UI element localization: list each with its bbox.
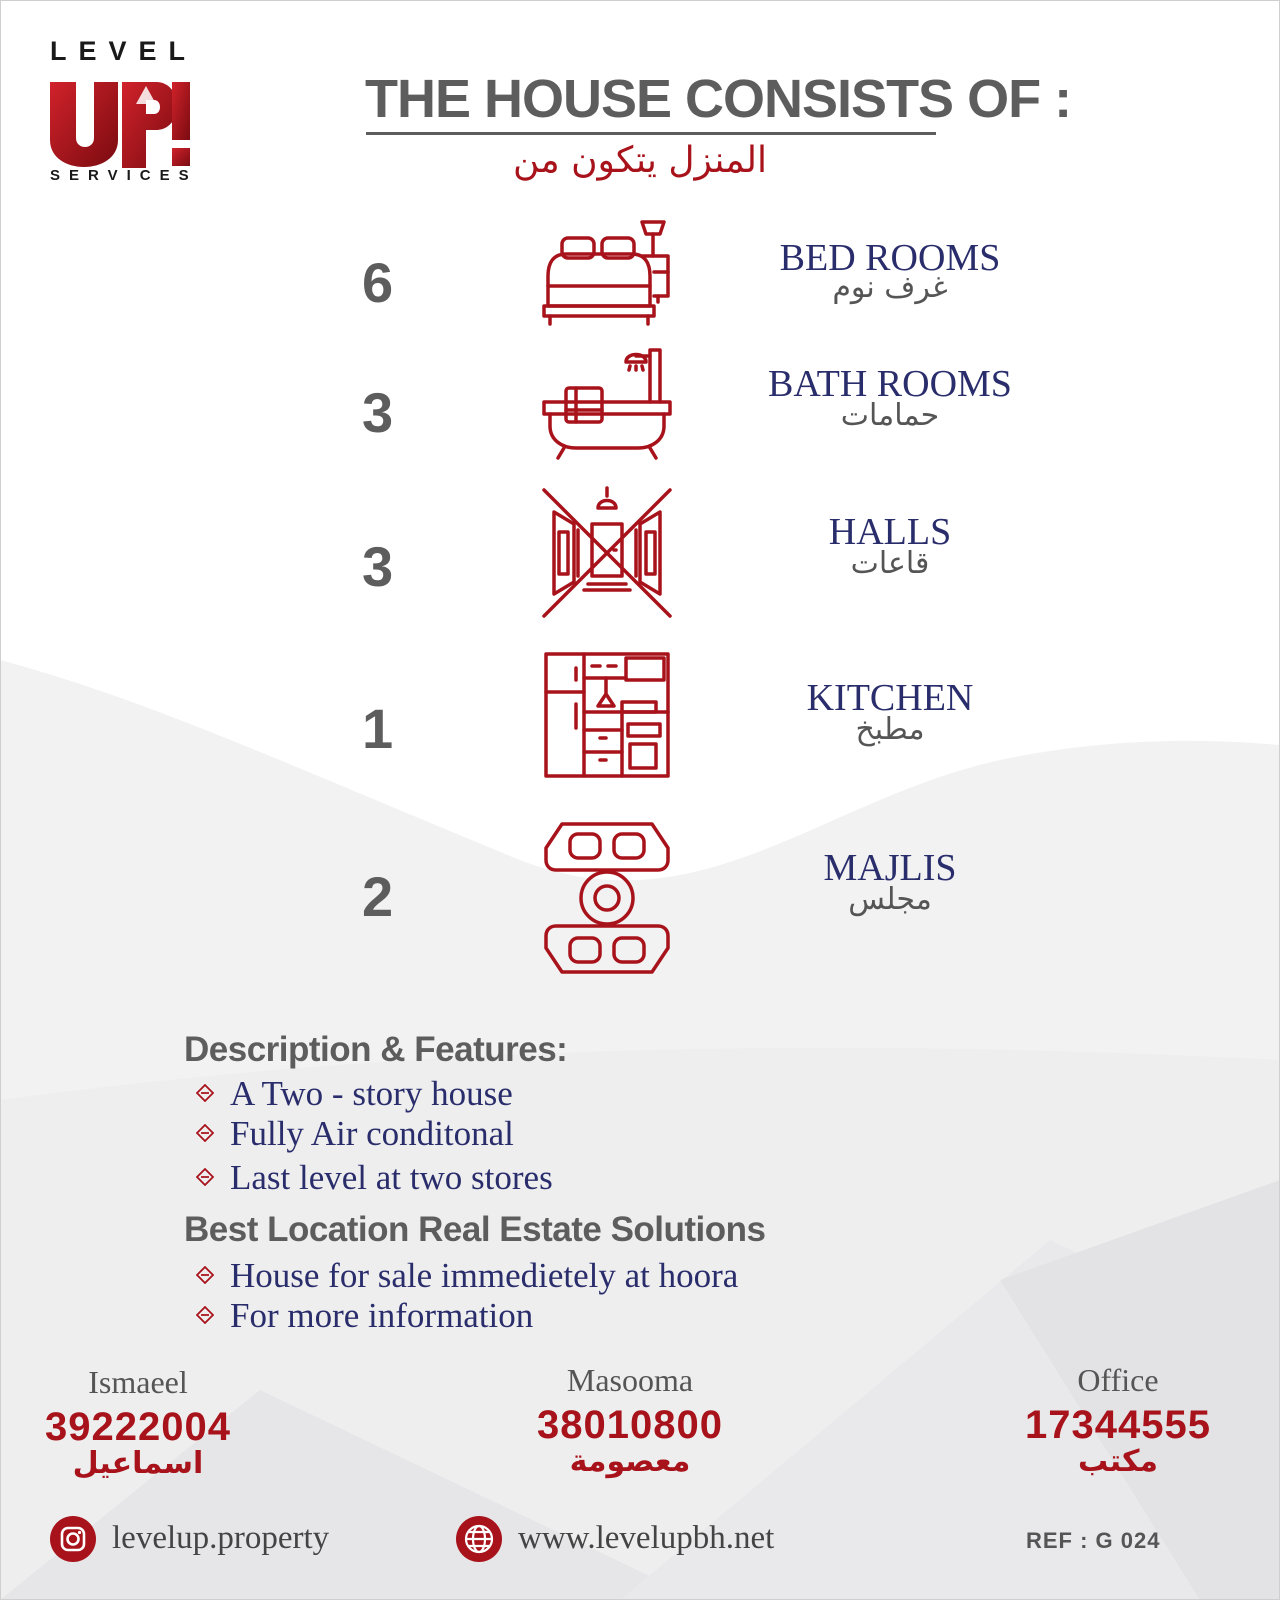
feature-text: A Two - story house xyxy=(230,1074,513,1113)
globe-icon xyxy=(456,1516,502,1562)
contact-masooma xyxy=(500,1362,760,1479)
room-label: BATH ROOMS xyxy=(768,363,1012,405)
contact-name-arabic: معصومة xyxy=(569,1444,691,1479)
location-text: House for sale immedietely at hoora xyxy=(230,1256,739,1295)
room-label-arabic: غرف نوم xyxy=(832,270,948,305)
room-count: 2 xyxy=(362,865,394,928)
contact-name-arabic: اسماعيل xyxy=(72,1446,204,1481)
instagram-handle: levelup.property xyxy=(112,1520,330,1556)
room-label: HALLS xyxy=(828,511,952,553)
room-label-arabic: مجلس xyxy=(848,882,932,917)
logo-bottom-word: SERVICES xyxy=(50,167,198,184)
room-label-arabic: حمامات xyxy=(840,398,940,433)
room-label-arabic: مطبخ xyxy=(855,712,925,747)
diamond-bullet-icon xyxy=(196,1124,214,1142)
logo-top-word: LEVEL xyxy=(50,36,198,66)
contact-name: Ismaeel xyxy=(88,1364,188,1400)
brand-logo xyxy=(48,36,198,186)
instagram-icon xyxy=(50,1516,96,1562)
room-kitchen xyxy=(0,660,1280,790)
room-count: 3 xyxy=(362,381,394,444)
majlis-icon xyxy=(540,820,674,980)
page-title-arabic: المنزل يتكون من xyxy=(512,140,768,181)
contact-office xyxy=(988,1362,1248,1479)
page-title: THE HOUSE CONSISTS OF : xyxy=(365,69,1072,129)
title-underline xyxy=(366,132,936,135)
room-count: 6 xyxy=(362,251,394,314)
diamond-bullet-icon xyxy=(196,1168,214,1186)
location-text: For more information xyxy=(230,1296,534,1335)
room-count: 1 xyxy=(362,697,394,760)
room-bathrooms xyxy=(0,350,1280,460)
contact-name-arabic: مكتب xyxy=(1077,1444,1159,1479)
bathtub-icon xyxy=(540,340,674,474)
instagram-link[interactable] xyxy=(50,1516,350,1566)
hall-icon xyxy=(540,486,674,620)
room-bedrooms xyxy=(0,220,1280,330)
room-count: 3 xyxy=(362,535,394,598)
contact-name: Masooma xyxy=(566,1362,694,1398)
diamond-bullet-icon xyxy=(196,1266,214,1284)
location-heading: Best Location Real Estate Solutions xyxy=(184,1210,766,1249)
room-label: KITCHEN xyxy=(806,677,974,719)
kitchen-icon xyxy=(540,650,674,784)
website-url: www.levelupbh.net xyxy=(518,1520,775,1556)
bed-icon xyxy=(540,210,674,344)
website-link[interactable] xyxy=(456,1516,776,1566)
room-halls xyxy=(0,486,1280,616)
contact-name: Office xyxy=(1077,1362,1159,1398)
reference-code: REF : G 024 xyxy=(1026,1528,1161,1553)
contact-phone[interactable]: 38010800 xyxy=(537,1403,723,1447)
room-majlis xyxy=(0,822,1280,982)
feature-text: Fully Air conditonal xyxy=(230,1114,514,1153)
contact-phone[interactable]: 39222004 xyxy=(45,1405,231,1449)
room-label: MAJLIS xyxy=(823,847,957,889)
contact-phone[interactable]: 17344555 xyxy=(1025,1403,1211,1447)
diamond-bullet-icon xyxy=(196,1306,214,1324)
description-heading: Description & Features: xyxy=(184,1030,568,1069)
feature-text: Last level at two stores xyxy=(230,1158,553,1197)
contact-ismaeel xyxy=(8,1364,268,1481)
logo-up-mark xyxy=(48,76,198,176)
diamond-bullet-icon xyxy=(196,1084,214,1102)
room-label: BED ROOMS xyxy=(779,237,1001,279)
room-label-arabic: قاعات xyxy=(850,546,930,581)
